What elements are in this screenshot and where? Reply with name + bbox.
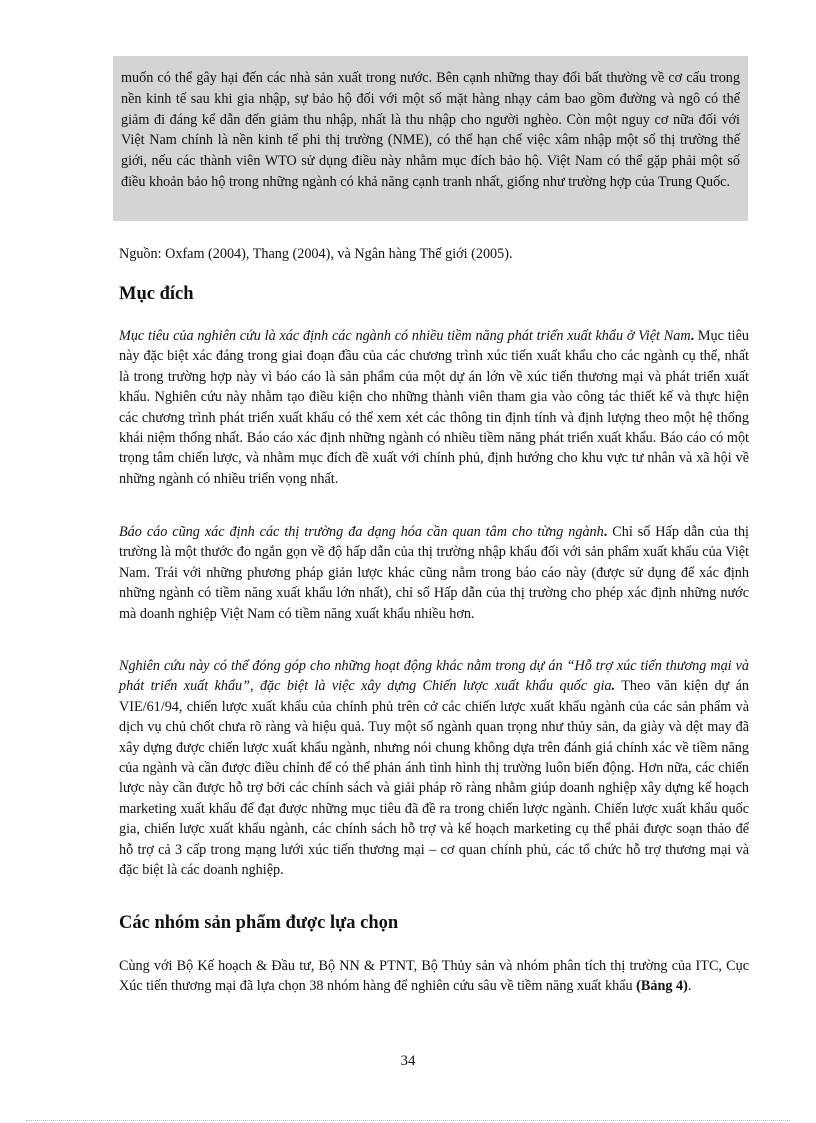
shaded-text-box [113, 56, 748, 221]
paragraph-body: Theo văn kiện dự án VIE/61/94, chiến lược xuất khẩu của chính phủ trên cở các chiến lược xuất khẩu ngành của các sản phẩm và dịch vụ chủ chốt chưa rõ ràng và hiệu quả. Tuy một số ngành quan trọng như thủy sản, da giày và dệt may đã xây dựng được chiến lược xuất khẩu ngành, nhưng nói chung không dựa trên đánh giá chính xác về tiềm năng của ngành và cần được điều chỉnh để có thể phản ánh tình hình thị trường luôn biến động. Hơn nữa, các chiến lược này cần được hỗ trợ bởi các chính sách và giải pháp rõ ràng nhằm giúp doanh nghiệp xây dựng kế hoạch marketing xuất khẩu để đạt được những mục tiêu đã đề ra trong chiến lược ngành. Chiến lược xuất khẩu quốc gia, chiến lược xuất khẩu ngành, các chính sách hỗ trợ và kế hoạch marketing cụ thể phải được soạn thảo để hỗ trợ cả 3 cấp trong mạng lưới xúc tiến thương mại – cơ quan chính phủ, các tổ chức hỗ trợ thương mại và đặc biệt là các doanh nghiệp. [119, 678, 749, 879]
section-heading-product-groups: Các nhóm sản phẩm được lựa chọn [119, 913, 399, 933]
paragraph-lead-dot: . [690, 328, 695, 344]
paragraph-body: Cùng với Bộ Kế hoạch & Đầu tư, Bộ NN & PTNT, Bộ Thủy sản và nhóm phân tích thị trường của ITC, Cục Xúc tiến thương mại đã lựa chọn 38 nhóm hàng để nghiên cứu sâu về tiềm năng xuất khẩu [119, 958, 749, 995]
paragraph-lead-dot: . [603, 524, 608, 540]
page-bottom-rule [26, 1120, 790, 1121]
source-note: Nguồn: Oxfam (2004), Thang (2004), và Ngân hàng Thế giới (2005). [119, 246, 513, 262]
paragraph-lead-italic: Mục tiêu của nghiên cứu là xác định các ngành có nhiều tiềm năng phát triển xuất khẩu ở Việt Nam [119, 328, 691, 344]
paragraph-markets [119, 522, 749, 624]
paragraph-lead-italic: Nghiên cứu này có thể đóng góp cho những hoạt động khác nằm trong dự án “Hỗ trợ xúc tiến thương mại và phát triển xuất khẩu”, đặc biệt là việc xây dựng Chiến lược xuất khẩu quốc gia [119, 658, 749, 695]
paragraph-contribution [119, 656, 749, 880]
paragraph-product-groups [119, 956, 749, 997]
shaded-box-text: muốn có thể gây hại đến các nhà sản xuất trong nước. Bên cạnh những thay đổi bất thường về cơ cấu trong nền kinh tế sau khi gia nhập, sự bảo hộ đối với một số mặt hàng nhạy cảm bao gồm đường và ngô có thể giảm đi đáng kể dẫn đến giảm thu nhập, nhất là thu nhập cho người nghèo. Còn một nguy cơ nữa đối với Việt Nam chính là nền kinh tế phi thị trường (NME), có thể hạn chế việc xâm nhập một số thị trường thế giới, nếu các thành viên WTO sử dụng điều này nhằm mục đích bảo hộ. Việt Nam có thể gặp phải một số điều khoản bảo hộ trong những ngành có khả năng cạnh tranh nhất, giống như trường hợp của Trung Quốc. [121, 70, 740, 190]
section-heading-muc-dich: Mục đích [119, 284, 194, 304]
paragraph-body: Mục tiêu này đặc biệt xác đáng trong giai đoạn đầu của các chương trình xúc tiến xuất khẩu cho các ngành cụ thể, nhất là trong trường hợp này vì báo cáo là sản phẩm của một dự án lớn về xúc tiến thương mại và phát triển xuất khẩu. Nghiên cứu này nhằm tạo điều kiện cho những thành viên tham gia vào công tác thiết kế và thực hiện các chương trình phát triển xuất khẩu có thể xem xét các thông tin định tính và định lượng theo một hệ thống khái niệm thống nhất. Báo cáo xác định những ngành có nhiều tiềm năng phát triển xuất khẩu. Báo cáo có một trọng tâm chiến lược, và nhằm mục đích đề xuất với chính phủ, định hướng cho khu vực tư nhân và xã hội về những ngành có nhiều triển vọng nhất. [119, 328, 750, 487]
paragraph-end: . [687, 978, 692, 995]
paragraph-lead-italic: Báo cáo cũng xác định các thị trường đa dạng hóa cần quan tâm cho từng ngành [119, 524, 604, 540]
paragraph-lead-dot: . [611, 678, 616, 695]
page-number: 34 [400, 1053, 416, 1069]
paragraph-objective [119, 326, 749, 489]
paragraph-body: Chỉ số Hấp dẫn của thị trường là một thước đo ngắn gọn về độ hấp dẫn của thị trường nhập khẩu đối với sản phẩm xuất khẩu của Việt Nam. Trái với những phương pháp giản lược khác cũng nằm trong báo cáo này (được sử dụng để xác định những ngành có tiềm năng xuất khẩu lớn nhất), chỉ số Hấp dẫn của thị trường cho phép xác định những nước mà doanh nghiệp Việt Nam có tiềm năng xuất khẩu nhiều hơn. [119, 524, 750, 622]
table-reference: (Bảng 4) [636, 978, 688, 995]
